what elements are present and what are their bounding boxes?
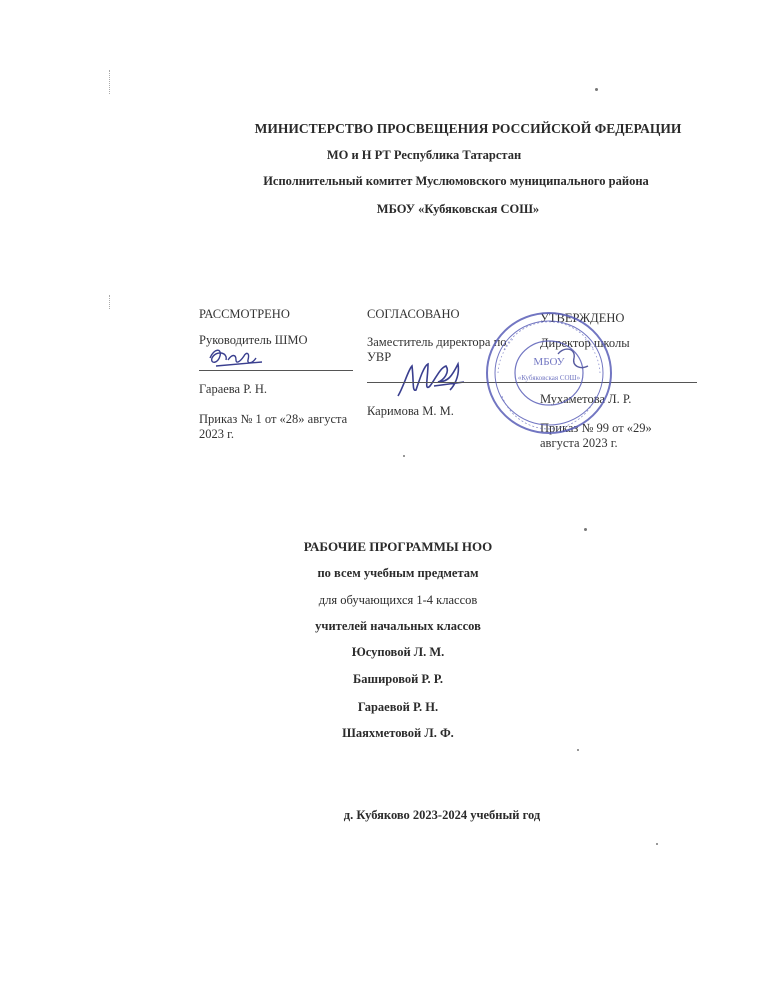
committee-heading: Исполнительный комитет Муслюмовского муниципального района <box>263 174 649 188</box>
teacher-name: Башировой Р. Р. <box>353 672 443 686</box>
approved-title: УТВЕРЖДЕНО <box>540 311 625 325</box>
scan-margin-mark <box>109 295 116 309</box>
approved-order-line2: августа 2023 г. <box>540 436 618 450</box>
teacher-name: Шаяхметовой Л. Ф. <box>342 726 454 740</box>
scan-speck <box>403 455 405 457</box>
agreed-name: Каримова М. М. <box>367 404 454 418</box>
scan-speck <box>577 749 579 751</box>
considered-name: Гараева Р. Н. <box>199 382 268 396</box>
approved-order-line1: Приказ № 99 от «29» <box>540 421 652 435</box>
scan-speck <box>656 843 658 845</box>
signature-agreed-icon <box>394 356 470 402</box>
stamp-inner-line1: МБОУ <box>533 356 565 368</box>
scan-speck <box>595 88 598 91</box>
agreed-title: СОГЛАСОВАНО <box>367 307 460 321</box>
approved-name: Мухаметова Л. Р. <box>540 392 632 406</box>
ministry-heading: МИНИСТЕРСТВО ПРОСВЕЩЕНИЯ РОССИЙСКОЙ ФЕДЕРАЦИИ <box>254 121 682 136</box>
school-heading: МБОУ «Кубяковская СОШ» <box>376 202 540 216</box>
agreed-position-line1: Заместитель директора по <box>367 335 507 349</box>
considered-position: Руководитель ШМО <box>199 333 308 347</box>
approved-position: Директор школы <box>540 336 630 350</box>
program-teachers-label: учителей начальных классов <box>315 619 481 633</box>
program-subjects: по всем учебным предметам <box>317 566 479 580</box>
program-title: РАБОЧИЕ ПРОГРАММЫ НОО <box>303 539 493 554</box>
scan-speck <box>584 528 587 531</box>
considered-order-line2: 2023 г. <box>199 427 234 441</box>
signature-considered-icon <box>206 344 266 370</box>
program-audience: для обучающихся 1-4 классов <box>318 593 478 607</box>
considered-title: РАССМОТРЕНО <box>199 307 290 321</box>
school-seal-stamp-icon <box>484 310 614 436</box>
agreed-position-line2: УВР <box>367 350 392 364</box>
footer-place-year: д. Кубяково 2023-2024 учебный год <box>343 808 541 822</box>
teacher-name: Гараевой Р. Н. <box>357 700 439 714</box>
considered-signature-line <box>199 370 353 371</box>
considered-order-line1: Приказ № 1 от «28» августа <box>199 412 348 426</box>
regional-heading: МО и Н РТ Республика Татарстан <box>326 148 522 162</box>
teacher-name: Юсуповой Л. М. <box>351 645 445 659</box>
scan-margin-mark <box>109 70 116 94</box>
stamp-inner-line2: «Кубяковская СОШ» <box>517 374 581 382</box>
